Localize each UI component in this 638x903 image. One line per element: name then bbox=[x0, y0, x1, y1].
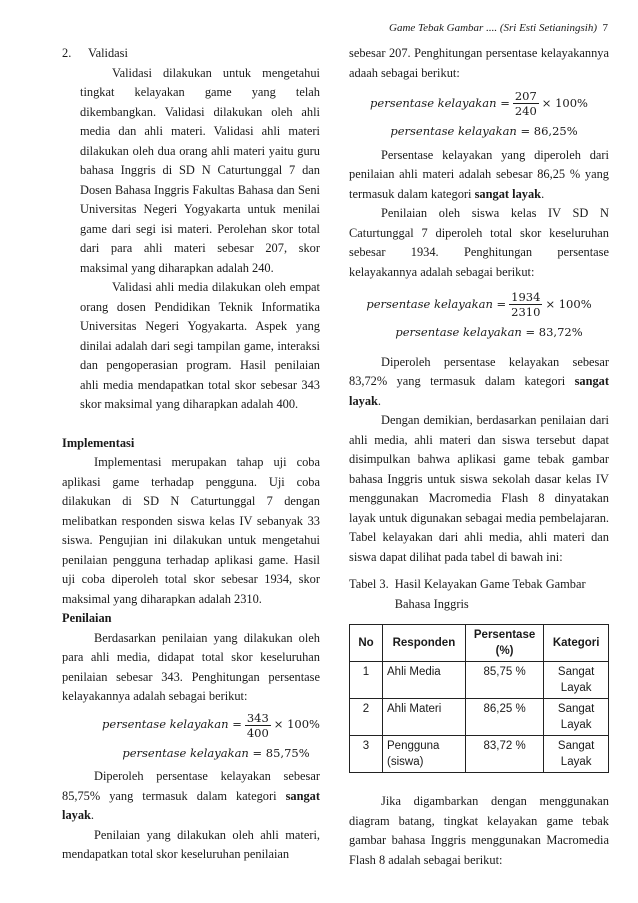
result-value: 86,25% bbox=[533, 124, 578, 138]
result-label: persentase kelayakan = bbox=[395, 325, 536, 339]
running-header bbox=[389, 22, 608, 34]
cell-responden: Ahli Media bbox=[383, 662, 466, 699]
table-row bbox=[350, 662, 609, 699]
section-title: Validasi bbox=[88, 46, 128, 60]
formula-label: persentase kelayakan = bbox=[366, 296, 507, 311]
cell-responden: Pengguna (siswa) bbox=[383, 736, 466, 773]
formula-materi-result bbox=[359, 122, 609, 142]
table-header-row bbox=[350, 625, 609, 662]
running-title: Game Tebak Gambar .... (Sri Esti Setianingsih) bbox=[389, 22, 597, 34]
closing-paragraph: Jika digambarkan dengan menggunakan diagram batang, tingkat kelayakan game tebak gambar bahasa Inggris menggunakan Macromedia Flash 8 adalah sebagai berikut: bbox=[349, 794, 609, 867]
penilaian-paragraph-3: Penilaian yang dilakukan oleh ahli materi, mendapatkan total skor keseluruhan penilaian bbox=[62, 827, 320, 861]
header-kategori: Kategori bbox=[544, 625, 609, 662]
formula-numerator: 1934 bbox=[511, 290, 541, 304]
conclusion-paragraph: Dengan demikian, berdasarkan penilaian dari ahli media, ahli materi dan siswa tersebut dapat disimpulkan bahwa aplikasi game tebak gambar bahasa Inggris untuk siswa sekolah dasar kelas IV menggunakan Macromedia Flash 8 dinyatakan layak untuk digunakan sebagai media pembelajaran. Tabel kelayakan dari ahli media, ahli materi dan siswa dapat dilihat pada tabel di bawah ini: bbox=[349, 413, 609, 564]
header-no: No bbox=[350, 625, 383, 662]
left-column bbox=[62, 44, 320, 865]
table-caption-label: Tabel 3. bbox=[349, 577, 389, 591]
formula-materi bbox=[349, 89, 609, 118]
formula-multiplier: × 100% bbox=[545, 296, 592, 311]
formula-numerator: 207 bbox=[514, 89, 537, 103]
siswa-paragraph: Penilaian oleh siswa kelas IV SD N Caturtunggal 7 diperoleh total skor keseluruhan sebesar 1934. Penghitungan persentase kelayakannya adalah sebagai berikut: bbox=[349, 206, 609, 279]
formula-media bbox=[102, 711, 320, 740]
cell-persentase: 85,75 % bbox=[465, 662, 543, 699]
cell-kategori: Sangat Layak bbox=[544, 699, 609, 736]
cell-kategori: Sangat Layak bbox=[544, 736, 609, 773]
formula-fraction bbox=[509, 290, 542, 319]
materi-result-paragraph: Persentase kelayakan yang diperoleh dari penilaian ahli materi adalah sebesar 86,25 % yang termasuk dalam kategori sangat layak. bbox=[349, 147, 609, 201]
formula-fraction bbox=[245, 711, 271, 740]
validasi-paragraph-2: Validasi ahli media dilakukan oleh empat orang dosen Pendidikan Teknik Informatika Universitas Negeri Yogyakarta. Aspek yang dinilai adalah dari segi tampilan game, interaksi dan pengoperasian program. Hasil penilaian ahli media mendapatkan total skor sebesar 343 skor maksimal yang diharapkan adalah 400. bbox=[80, 280, 320, 411]
formula-denominator: 2310 bbox=[511, 305, 541, 319]
penilaian-paragraph-2: Diperoleh persentase kelayakan sebesar 85,75% yang termasuk dalam kategori sangat layak. bbox=[62, 769, 320, 822]
right-column bbox=[349, 44, 609, 870]
table-row bbox=[350, 736, 609, 773]
formula-siswa bbox=[349, 290, 609, 319]
section-heading-validasi bbox=[62, 44, 320, 64]
table-row bbox=[350, 699, 609, 736]
penilaian-paragraph-1: Berdasarkan penilaian yang dilakukan oleh para ahli media, didapat total skor keseluruhan penilaian sebesar 343. Penghitungan persentase kelayakannya adalah sebagai berikut: bbox=[62, 630, 320, 703]
table-caption bbox=[349, 575, 609, 614]
continued-paragraph: sebesar 207. Penghitungan persentase kelayakannya adaah sebagai berikut: bbox=[349, 46, 609, 80]
header-persentase: Persentase (%) bbox=[465, 625, 543, 662]
cell-responden: Ahli Materi bbox=[383, 699, 466, 736]
formula-numerator: 343 bbox=[246, 710, 269, 725]
formula-multiplier: × 100% bbox=[273, 717, 320, 732]
formula-fraction bbox=[513, 89, 539, 118]
result-label: persentase kelayakan = bbox=[122, 745, 263, 760]
implementasi-paragraph: Implementasi merupakan tahap uji coba aplikasi game terhadap pengguna. Uji coba dilakukan di SD N Caturtunggal 7 dengan melibatkan responden siswa kelas IV sebanyak 33 siswa. Pengujian ini dilakukan untuk mengetahui penilaian pengguna terhadap aplikasi game. Hasil uji coba diperoleh total skor sebesar 1934, skor maksimal yang diharapkan adalah 2310. bbox=[62, 455, 320, 606]
formula-denominator: 400 bbox=[246, 725, 269, 740]
cell-no: 2 bbox=[350, 699, 383, 736]
page-number: 7 bbox=[602, 22, 608, 34]
validasi-paragraph-1: Validasi dilakukan untuk mengetahui tingkat kelayakan game yang telah dikembangkan. Validasi dilakukan oleh ahli media dan ahli materi. Validasi ahli materi dilakukan oleh dua orang ahli materi yaitu guru bahasa Inggris di SD N Caturtunggal 7 dan Dosen Bahasa Inggris Fakultas Bahasa dan Seni Universitas Negeri Yogyakarta untuk menilai game dari segi isi materi. Perolehan skor total dari para ahli materi sebesar 207, skor maksimal yang diharapkan adalah 240. bbox=[80, 65, 320, 275]
formula-media-result bbox=[112, 744, 320, 764]
section-number: 2. bbox=[62, 46, 72, 60]
cell-no: 1 bbox=[350, 662, 383, 699]
implementasi-heading: Implementasi bbox=[62, 435, 135, 450]
results-table bbox=[349, 624, 609, 773]
cell-persentase: 86,25 % bbox=[465, 699, 543, 736]
cell-no: 3 bbox=[350, 736, 383, 773]
siswa-result-paragraph: Diperoleh persentase kelayakan sebesar 83,72% yang termasuk dalam kategori sangat layak. bbox=[349, 354, 609, 408]
penilaian-heading: Penilaian bbox=[62, 611, 112, 625]
cell-kategori: Sangat Layak bbox=[544, 662, 609, 699]
result-value: 85,75% bbox=[265, 745, 310, 760]
result-value: 83,72% bbox=[538, 325, 583, 339]
result-label: persentase kelayakan = bbox=[390, 124, 531, 138]
cell-persentase: 83,72 % bbox=[465, 736, 543, 773]
formula-siswa-result bbox=[369, 323, 609, 343]
formula-denominator: 240 bbox=[514, 104, 537, 118]
table-caption-text: Hasil Kelayakan Game Tebak Gambar Bahasa Inggris bbox=[394, 577, 586, 611]
formula-label: persentase kelayakan = bbox=[102, 717, 242, 732]
header-responden: Responden bbox=[383, 625, 466, 662]
formula-multiplier: × 100% bbox=[541, 95, 588, 110]
formula-label: persentase kelayakan = bbox=[370, 95, 510, 110]
